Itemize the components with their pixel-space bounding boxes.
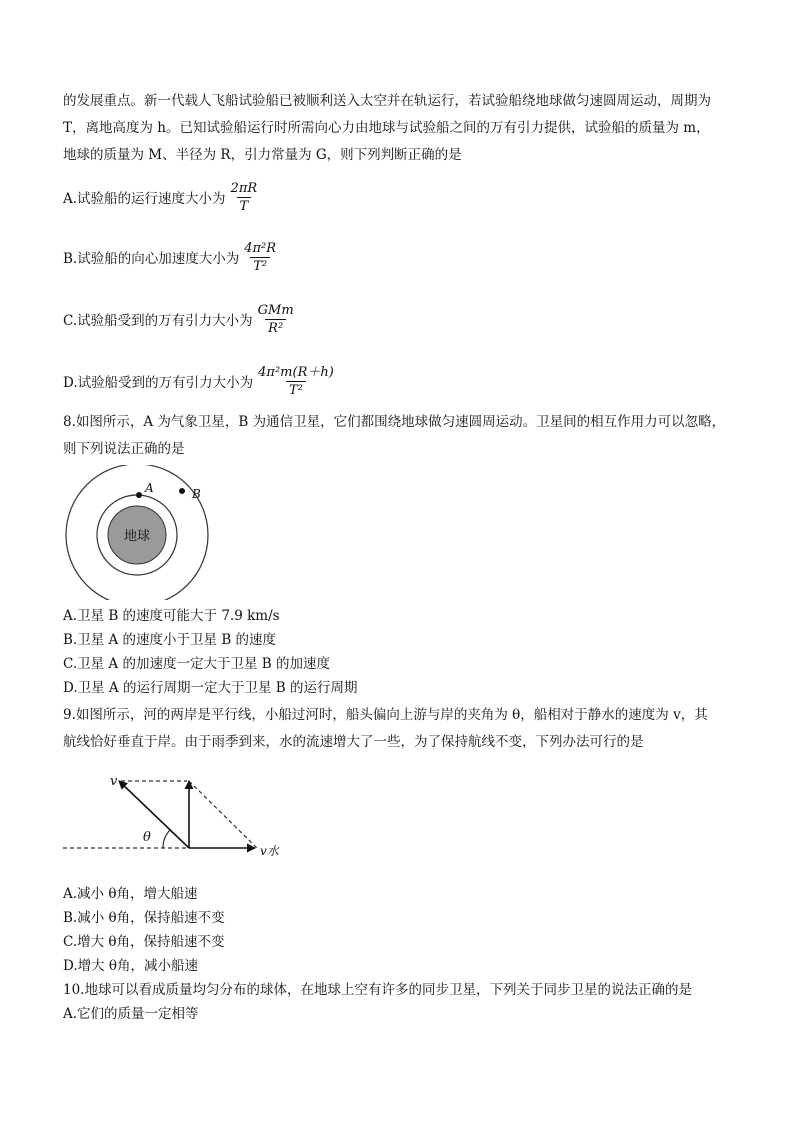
question-9 [63, 702, 743, 978]
label-v-water: v水 [260, 844, 279, 858]
q7-option-a: A.试验船的运行速度大小为 $\frac{2\pi R}{T}$ [63, 177, 743, 217]
q10-option-a: A.它们的质量一定相等 [63, 1006, 199, 1022]
exam-page [63, 88, 743, 1026]
q9-option-a: A.减小 θ角，增大船速 [63, 886, 198, 902]
q7-stem-line-1: 的发展重点。新一代载人飞船试验船已被顺利送入太空并在轨运行，若试验船绕地球做匀速圆周运动，周期为 [63, 93, 711, 109]
q9-stem-line-2: 航线恰好垂直于岸。由于雨季到来，水的流速增大了一些，为了保持航线不变，下列办法可行的是 [63, 734, 644, 750]
q9-option-b: B.减小 θ角，保持船速不变 [63, 910, 225, 926]
satellite-a [136, 492, 142, 498]
q7-option-b-fraction: $\frac{\text{4π²R}}{\text{T²}}$ [244, 240, 277, 274]
theta-arc [163, 830, 170, 848]
label-theta: θ [143, 830, 151, 845]
q7-stem-line-3: 地球的质量为 M、半径为 R，引力常量为 G，则下列判断正确的是 [63, 147, 462, 163]
satellite-b-label: B [192, 487, 201, 501]
q8-stem-line-2: 则下列说法正确的是 [63, 441, 185, 457]
question-7 [63, 88, 743, 401]
earth-label: 地球 [123, 529, 151, 544]
q10-stem-line-1: 10.地球可以看成质量均匀分布的球体，在地球上空有许多的同步卫星，下列关于同步卫星的说法正确的是 [63, 982, 692, 998]
q7-option-d-fraction: $\frac{\text{4π²m(R＋h)}}{\text{T²}}$ [258, 364, 334, 398]
boat-velocity-arrow [119, 781, 189, 848]
label-v: v [110, 774, 118, 789]
q7-option-c-fraction: $\frac{\text{GMm}}{\text{R²}}$ [257, 302, 294, 336]
q8-orbit-figure [63, 465, 223, 600]
q9-option-d: D.增大 θ角，减小船速 [63, 958, 199, 974]
satellite-a-label: A [145, 481, 154, 495]
q7-option-d: D.试验船受到的万有引力大小为 $\frac{\text{4π²m(R＋h)}}{\text{T²}}$ [63, 361, 743, 401]
velocity-diagram [63, 760, 293, 878]
q7-stem-line-2: T，离地高度为 h。已知试验船运行时所需向心力由地球与试验船之间的万有引力提供，试验船的质量为 m， [63, 120, 710, 136]
q7-option-a-fraction: $\frac{2\pi R}{T}$ [230, 180, 258, 214]
q9-stem-line-1: 9.如图所示，河的两岸是平行线，小船过河时，船头偏向上游与岸的夹角为 θ，船相对于静水的速度为 v，其 [63, 707, 708, 723]
q8-option-b: B.卫星 A 的速度小于卫星 B 的速度 [63, 632, 277, 648]
question-10 [63, 978, 743, 1026]
q8-option-d: D.卫星 A 的运行周期一定大于卫星 B 的运行周期 [63, 680, 358, 696]
q8-option-a: A.卫星 B 的速度可能大于 7.9 km/s [63, 608, 280, 624]
question-8 [63, 409, 743, 700]
q7-option-c: C.试验船受到的万有引力大小为 $\frac{\text{GMm}}{\text{R²}}$ [63, 299, 743, 339]
parallelogram-side [189, 781, 257, 848]
q7-option-b: B.试验船的向心加速度大小为 $\frac{\text{4π²R}}{\text{T²}}$ [63, 237, 743, 277]
q9-option-c: C.增大 θ角，保持船速不变 [63, 934, 225, 950]
q8-stem-line-1: 8.如图所示，A 为气象卫星，B 为通信卫星，它们都围绕地球做匀速圆周运动。卫星间的相互作用力可以忽略， [63, 414, 726, 430]
q8-option-c: C.卫星 A 的加速度一定大于卫星 B 的加速度 [63, 656, 330, 672]
satellite-b [179, 488, 185, 494]
orbit-diagram [63, 465, 223, 600]
q9-velocity-figure [63, 760, 293, 878]
